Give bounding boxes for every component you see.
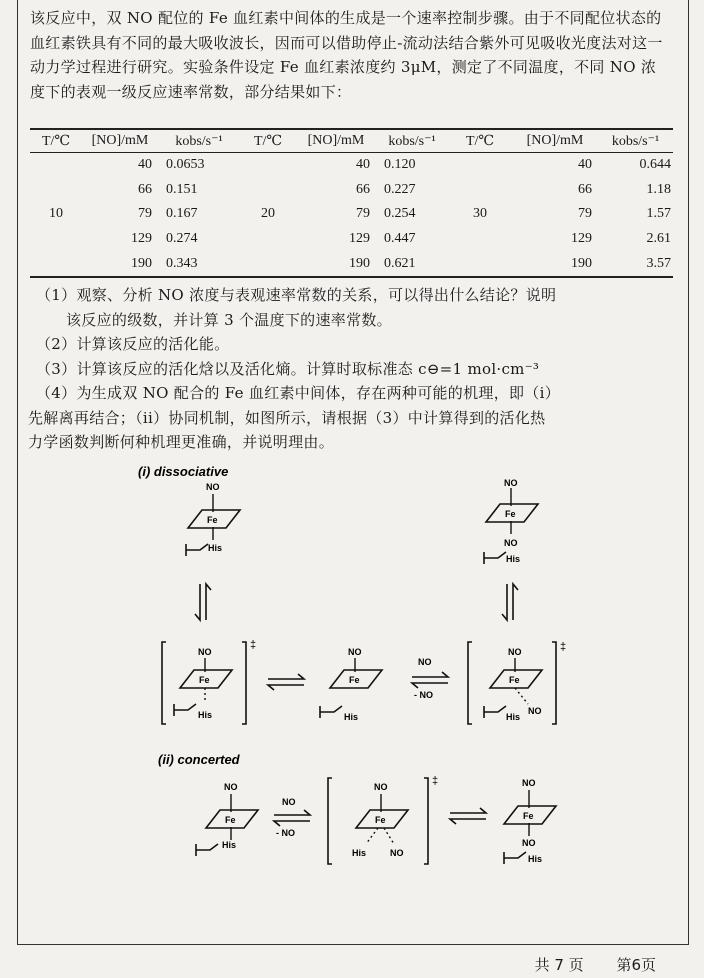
svg-text:Fe: Fe <box>225 815 236 825</box>
total-pages: 共 7 页 <box>534 956 584 974</box>
cell-kobs: 0.254 <box>384 206 416 222</box>
header-kobs: kobs/s⁻¹ <box>175 133 223 149</box>
cell-no: 190 <box>349 255 370 271</box>
cell-no: 79 <box>138 206 152 222</box>
page-footer <box>507 954 656 975</box>
cell-kobs: 0.151 <box>166 181 198 197</box>
svg-text:- NO: - NO <box>276 828 295 838</box>
cell-no: 40 <box>578 157 592 173</box>
header-temperature: T/℃ <box>465 133 495 149</box>
cell-kobs: 2.61 <box>646 231 671 247</box>
svg-text:NO: NO <box>418 657 432 667</box>
svg-text:Fe: Fe <box>199 675 210 685</box>
cell-no: 66 <box>356 181 370 197</box>
table-row <box>30 153 673 178</box>
cell-kobs: 0.120 <box>384 157 416 173</box>
cell-no: 79 <box>578 206 592 222</box>
svg-text:NO: NO <box>508 647 522 657</box>
fe-no-his-complex <box>186 482 240 556</box>
question-4-cont: 力学函数判断何种机理更准确，并说明理由。 <box>28 433 335 451</box>
header-temperature: T/℃ <box>253 133 283 149</box>
cell-temperature: 10 <box>49 206 63 222</box>
header-no-concentration: [NO]/mM <box>91 133 149 148</box>
equilibrium-arrow <box>268 674 304 690</box>
cell-no: 129 <box>131 231 152 247</box>
fe-bis-no-product-i <box>484 478 538 564</box>
table-row <box>30 202 673 227</box>
question-2: （2）计算该反应的活化能。 <box>36 335 230 353</box>
cell-no: 66 <box>138 181 152 197</box>
svg-text:His: His <box>344 712 359 722</box>
svg-text:NO: NO <box>528 706 542 716</box>
question-4: （4）为生成双 NO 配合的 Fe 血红素中间体，存在两种可能的机理，即（i） <box>36 384 561 402</box>
cell-kobs: 0.227 <box>384 181 416 197</box>
cell-no: 66 <box>578 181 592 197</box>
no-binding-arrow <box>274 797 310 838</box>
header-no-concentration: [NO]/mM <box>307 133 365 148</box>
header-no-concentration: [NO]/mM <box>526 133 584 148</box>
svg-text:NO: NO <box>522 778 536 788</box>
svg-text:His: His <box>208 543 223 553</box>
svg-text:‡: ‡ <box>432 775 439 787</box>
svg-text:His: His <box>222 840 237 850</box>
svg-text:Fe: Fe <box>523 811 534 821</box>
svg-text:NO: NO <box>198 647 212 657</box>
label-dissociative: (i) dissociative <box>138 464 229 479</box>
page-number: 第6页 <box>616 956 656 974</box>
svg-text:Fe: Fe <box>509 675 520 685</box>
cell-no: 79 <box>356 206 370 222</box>
cell-temperature: 20 <box>261 206 275 222</box>
cell-no: 40 <box>138 157 152 173</box>
header-kobs: kobs/s⁻¹ <box>611 133 660 149</box>
cell-kobs: 3.57 <box>646 255 671 271</box>
equilibrium-arrow <box>450 808 486 824</box>
mechanism-diagram <box>120 460 680 880</box>
svg-text:NO: NO <box>504 538 518 548</box>
fe-bis-no-product-ii <box>504 778 556 864</box>
cell-kobs: 0.447 <box>384 231 416 247</box>
fe-no-his-reactant-ii <box>196 782 258 856</box>
equilibrium-arrow-vertical <box>195 584 211 620</box>
svg-text:NO: NO <box>282 797 296 807</box>
equilibrium-arrow-vertical <box>502 584 518 620</box>
header-temperature: T/℃ <box>41 133 71 149</box>
cell-kobs: 1.18 <box>646 181 671 197</box>
cell-kobs: 1.57 <box>646 206 671 222</box>
svg-text:NO: NO <box>206 482 220 492</box>
cell-no: 129 <box>349 231 370 247</box>
table-row <box>30 227 673 252</box>
fe-no-intermediate <box>320 647 382 722</box>
svg-text:Fe: Fe <box>375 815 386 825</box>
cell-no: 40 <box>356 157 370 173</box>
svg-text:‡: ‡ <box>560 641 567 653</box>
cell-kobs: 0.274 <box>166 231 198 247</box>
no-binding-arrow <box>412 657 448 700</box>
cell-no: 129 <box>571 231 592 247</box>
cell-temperature: 30 <box>473 206 487 222</box>
svg-text:NO: NO <box>504 478 518 488</box>
header-kobs: kobs/s⁻¹ <box>388 133 436 149</box>
cell-no: 190 <box>571 255 592 271</box>
question-4-cont: 先解离再结合；（ii）协同机制，如图所示，请根据（3）中计算得到的活化热 <box>28 408 546 427</box>
svg-text:NO: NO <box>224 782 238 792</box>
svg-text:‡: ‡ <box>250 639 257 651</box>
cell-kobs: 0.0653 <box>166 157 205 173</box>
svg-text:Fe: Fe <box>349 675 360 685</box>
svg-text:NO: NO <box>348 647 362 657</box>
cell-kobs: 0.167 <box>166 206 198 222</box>
cell-no: 190 <box>131 255 152 271</box>
rate-constant-table <box>30 128 673 278</box>
transition-state-left <box>162 639 256 724</box>
label-concerted: (ii) concerted <box>158 752 240 767</box>
table-header-row <box>30 129 673 153</box>
svg-text:His: His <box>528 854 543 864</box>
svg-text:Fe: Fe <box>505 509 516 519</box>
intro-paragraph: 该反应中，双 NO 配位的 Fe 血红素中间体的生成是一个速率控制步骤。由于不同配位状态的血红素铁具有不同的最大吸收波长，因而可以借助停止-流动法结合紫外可见吸收光度法对这一动力学过程进行研究。实验条件设定 Fe 血红素浓度约 3μM，测定了不同温度，不同 NO 浓度下的表观一级反应速率常数，部分结果如下： <box>30 9 663 101</box>
svg-text:NO: NO <box>522 838 536 848</box>
svg-text:His: His <box>198 710 213 720</box>
svg-text:His: His <box>506 712 521 722</box>
transition-state-right <box>468 641 566 724</box>
question-1-cont: 该反应的级数，并计算 3 个温度下的速率常数。 <box>66 310 392 329</box>
svg-text:His: His <box>506 554 521 564</box>
svg-text:NO: NO <box>390 848 404 858</box>
question-3: （3）计算该反应的活化焓以及活化熵。计算时取标准态 c⊖=1 mol·cm⁻³ <box>36 359 540 378</box>
question-1: （1）观察、分析 NO 浓度与表观速率常数的关系，可以得出什么结论？说明 <box>36 286 557 304</box>
svg-text:NO: NO <box>374 782 388 792</box>
svg-text:Fe: Fe <box>207 515 218 525</box>
table-row <box>30 251 673 277</box>
cell-kobs: 0.621 <box>384 255 416 271</box>
questions <box>28 283 666 455</box>
cell-kobs: 0.644 <box>639 157 671 173</box>
transition-state-concerted <box>328 775 438 864</box>
table-row <box>30 178 673 203</box>
cell-kobs: 0.343 <box>166 255 198 271</box>
svg-text:- NO: - NO <box>414 690 433 700</box>
svg-text:His: His <box>352 848 367 858</box>
